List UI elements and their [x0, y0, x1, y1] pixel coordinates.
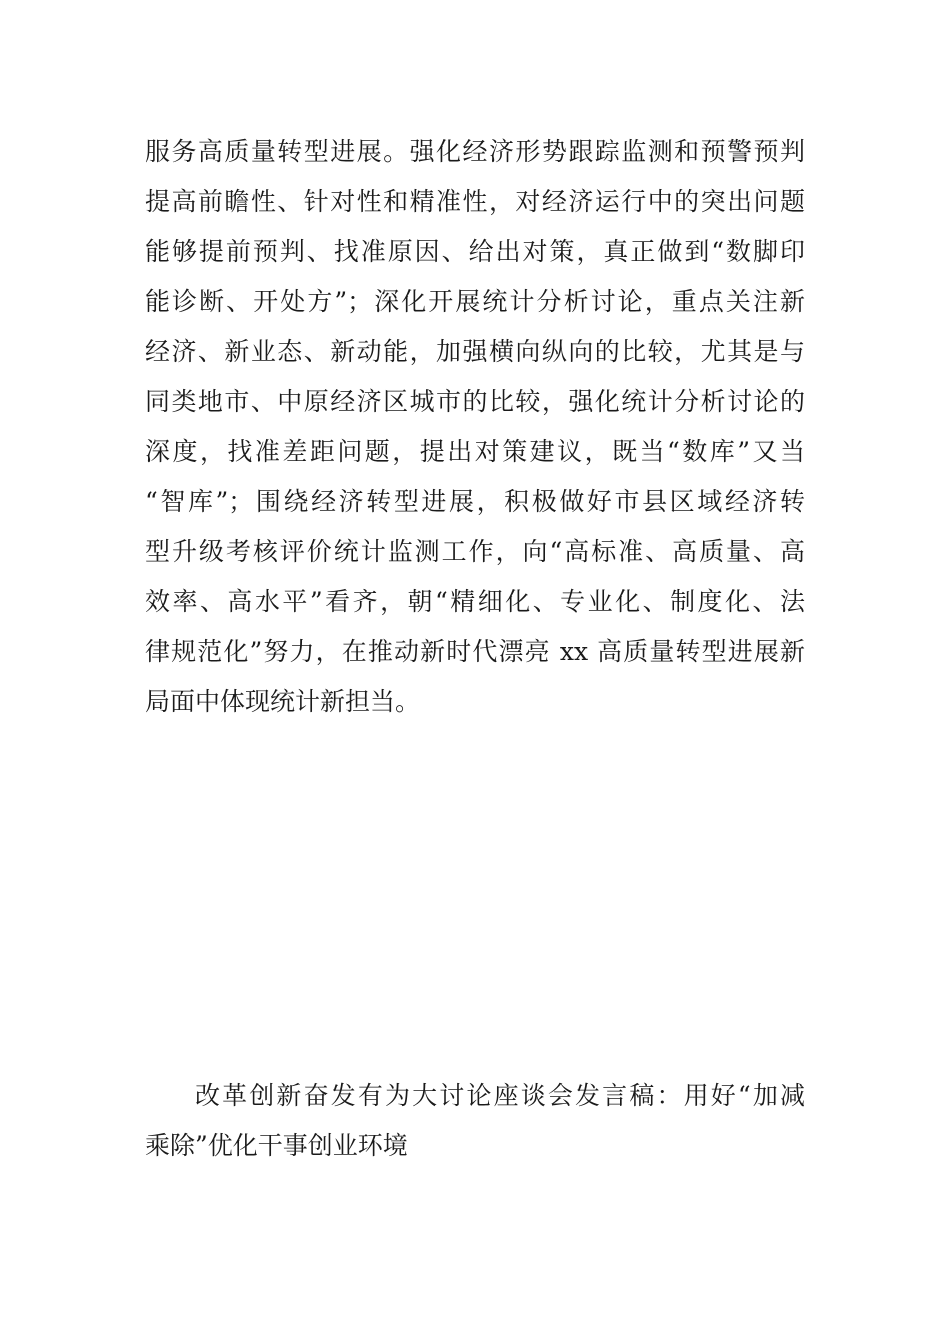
paragraph-line: 型升级考核评价统计监测工作，向“高标准、高质量、高 [145, 537, 805, 566]
paragraph-line: 经济、新业态、新动能，加强横向纵向的比较，尤其是与 [145, 337, 805, 366]
heading-line: 乘除”优化干事创业环境 [145, 1131, 408, 1160]
paragraph-line: 效率、高水平”看齐，朝“精细化、专业化、制度化、法 [145, 587, 805, 616]
section-heading [145, 1071, 805, 1171]
paragraph-line: 深度，找准差距问题，提出对策建议，既当“数库”又当 [145, 437, 805, 466]
paragraph-line: 局面中体现统计新担当。 [145, 687, 421, 716]
paragraph-line: “智库”；围绕经济转型进展，积极做好市县区域经济转 [145, 487, 805, 516]
paragraph-line: 律规范化”努力，在推动新时代漂亮 xx 高质量转型进展新 [145, 637, 805, 666]
paragraph-line: 服务高质量转型进展。强化经济形势跟踪监测和预警预判 [145, 137, 805, 166]
body-paragraph [145, 127, 805, 727]
paragraph-line: 能诊断、开处方”；深化开展统计分析讨论，重点关注新 [145, 287, 805, 316]
paragraph-line: 同类地市、中原经济区城市的比较，强化统计分析讨论的 [145, 387, 805, 416]
paragraph-line: 提高前瞻性、针对性和精准性，对经济运行中的突出问题 [145, 187, 805, 216]
heading-line: 改革创新奋发有为大讨论座谈会发言稿：用好“加减 [195, 1081, 805, 1110]
paragraph-line: 能够提前预判、找准原因、给出对策，真正做到“数脚印 [145, 237, 805, 266]
